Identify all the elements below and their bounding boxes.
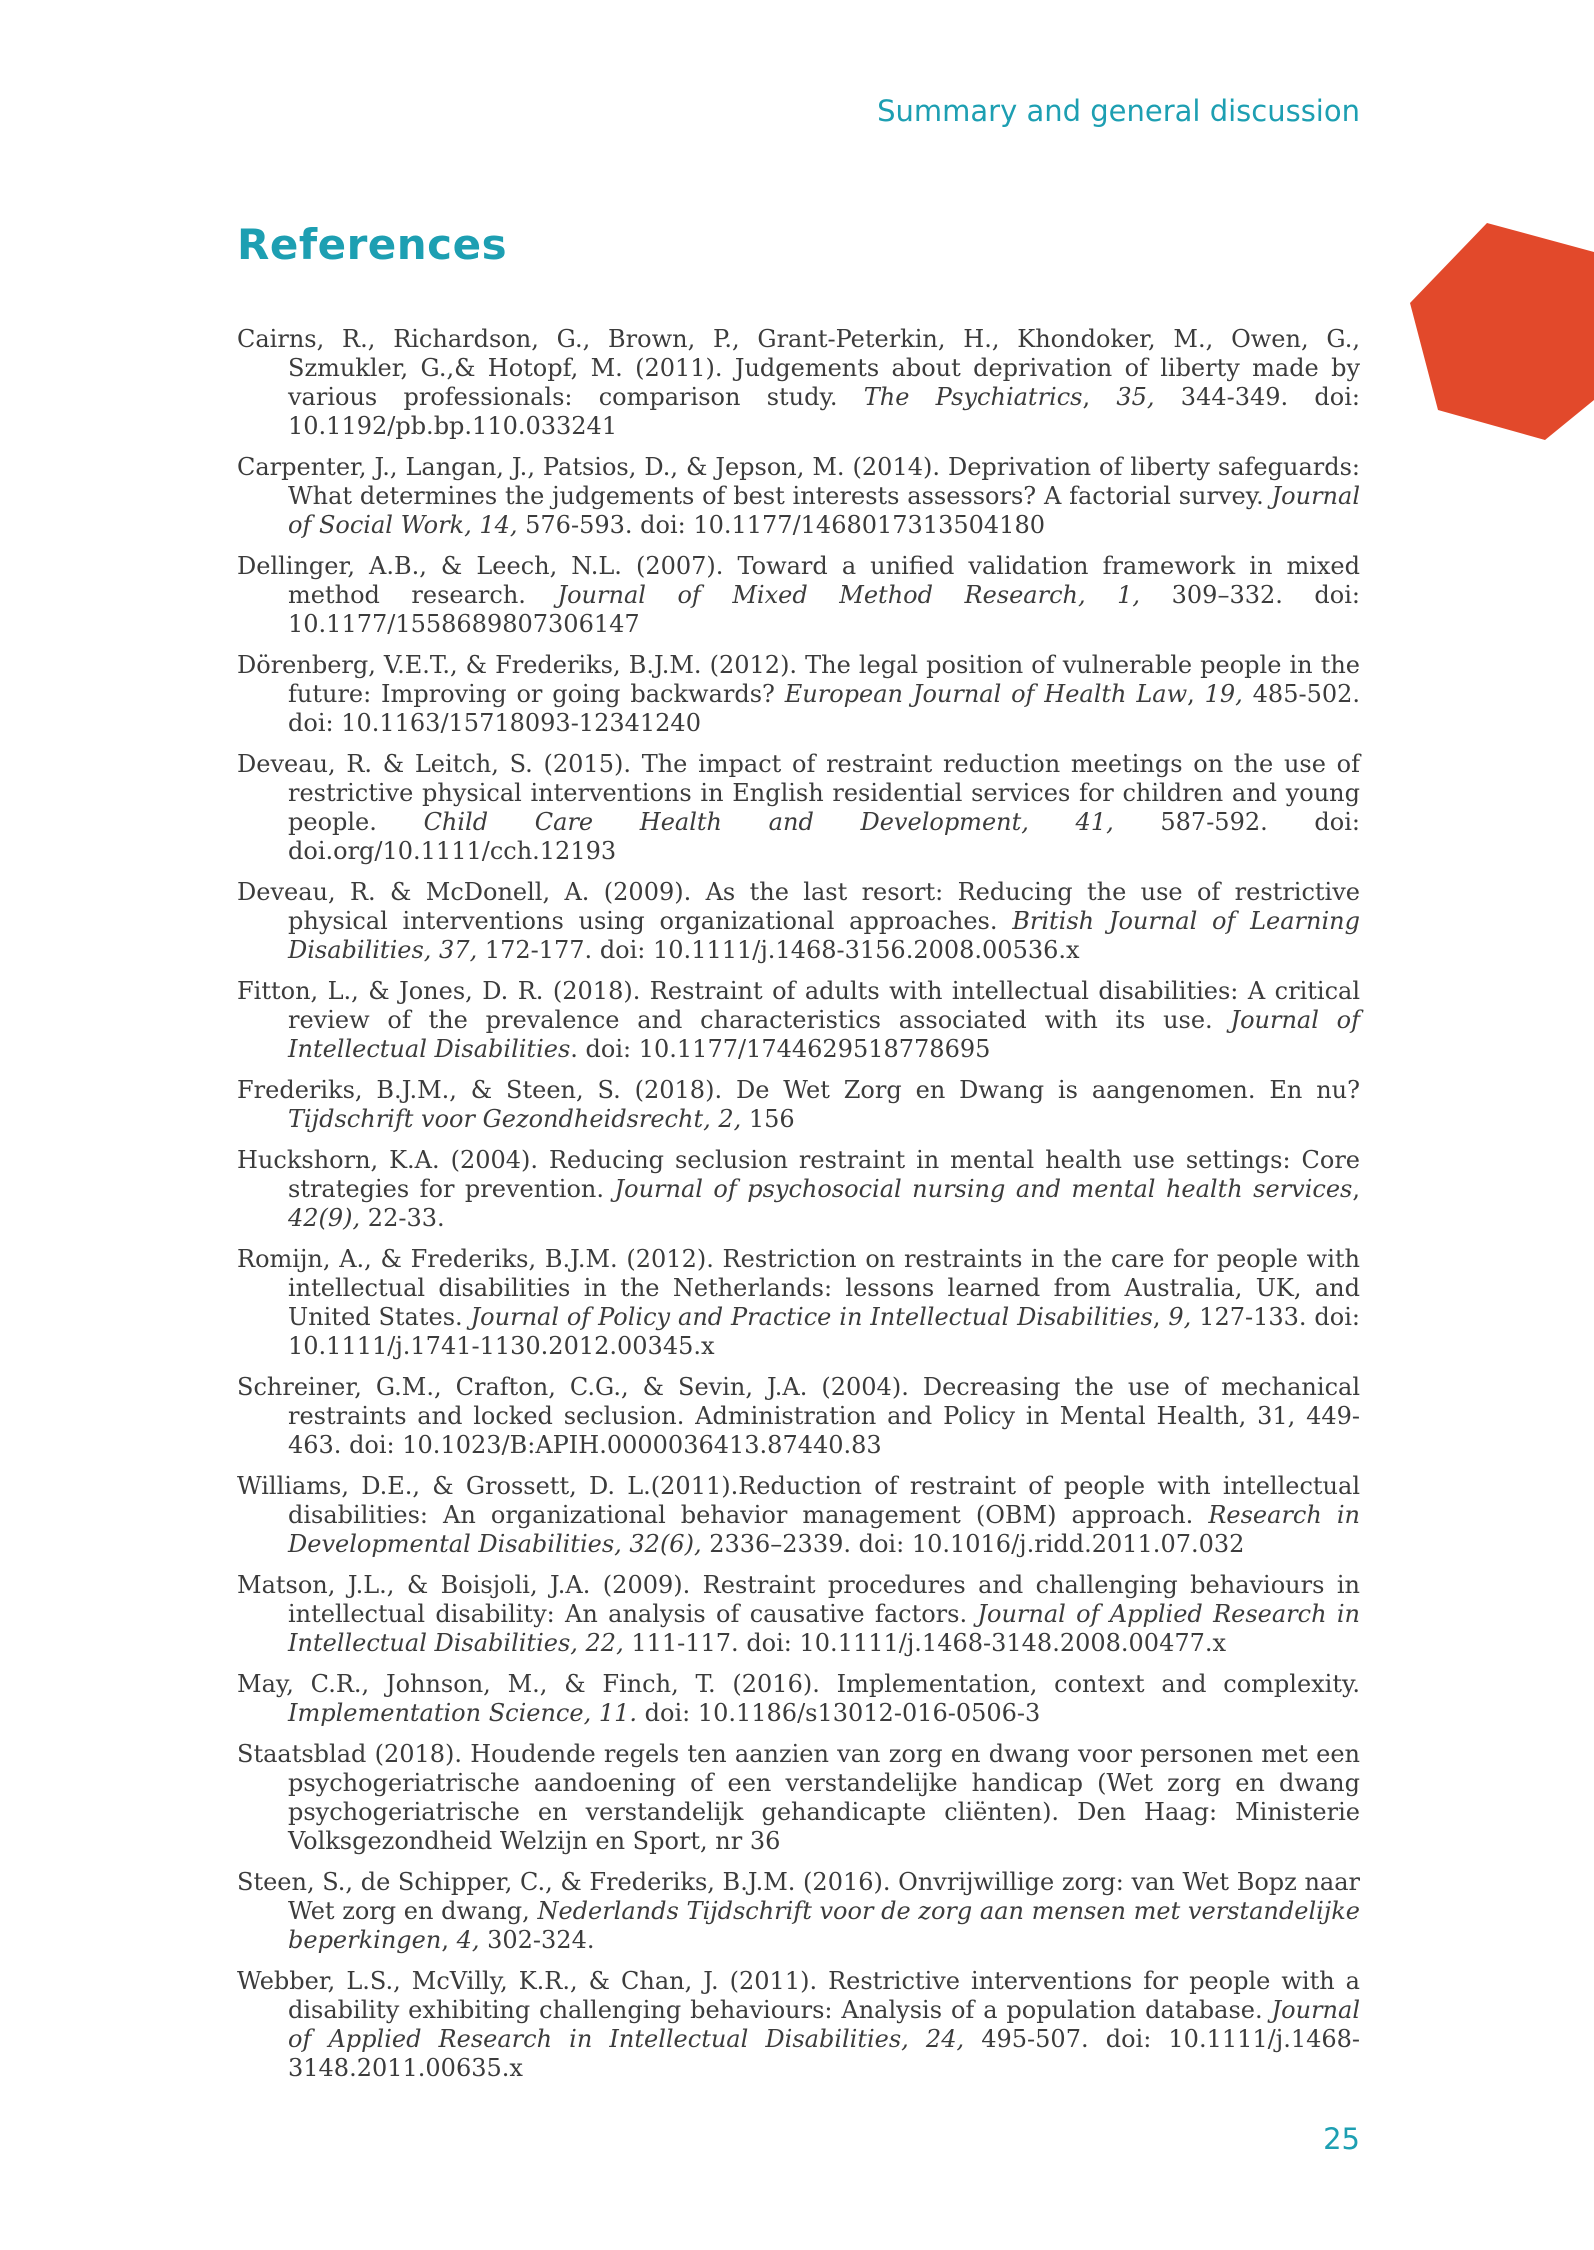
reference-entry bbox=[237, 1670, 1360, 1728]
reference-text-segment: Research in Developmental Disabilities, 32(6), bbox=[288, 1501, 1360, 1558]
reference-entry bbox=[237, 1373, 1360, 1460]
reference-text-segment: Deveau, R. & Leitch, S. (2015). The impact of restraint reduction meetings on the use of restrictive physical interventions in English residential services for children and young people. bbox=[237, 750, 1360, 836]
reference-entry bbox=[237, 552, 1360, 639]
reference-text-segment: Carpenter, J., Langan, J., Patsios, D., & Jepson, M. (2014). Deprivation of liberty safeguards: What determines the judgements of best interests assessors? A factorial survey. bbox=[237, 453, 1360, 510]
reference-text-segment: Steen, S., de Schipper, C., & Frederiks, B.J.M. (2016). Onvrijwillige zorg: van Wet Bopz naar Wet zorg en dwang, bbox=[237, 1868, 1360, 1925]
reference-text-segment: Dellinger, A.B., & Leech, N.L. (2007). Toward a unified validation framework in mixed method research. bbox=[237, 552, 1360, 609]
hexagon-shape bbox=[1410, 223, 1594, 440]
reference-entry bbox=[237, 651, 1360, 738]
running-header: Summary and general discussion bbox=[877, 94, 1360, 128]
reference-entry bbox=[237, 1571, 1360, 1658]
reference-text-segment: Matson, J.L., & Boisjoli, J.A. (2009). Restraint procedures and challenging behaviours in intellectual disability: An analysis of causative factors. bbox=[237, 1571, 1360, 1628]
page-number: 25 bbox=[1323, 2122, 1360, 2156]
reference-text-segment: Romijn, A., & Frederiks, B.J.M. (2012). Restriction on restraints in the care for people with intellectual disabilities in the Netherlands: lessons learned from Australia, UK, and United States. bbox=[237, 1245, 1360, 1331]
reference-text-segment: 309–332. doi: 10.1177/1558689807306147 bbox=[288, 581, 1361, 638]
reference-text-segment: The Psychiatrics bbox=[863, 383, 1083, 411]
reference-entry bbox=[237, 1967, 1360, 2083]
reference-text-segment: , bbox=[1082, 383, 1117, 411]
reference-text-segment: European Journal of Health Law bbox=[784, 680, 1188, 708]
reference-text-segment: 4, bbox=[456, 1926, 480, 1954]
reference-text-segment: Webber, L.S., McVilly, K.R., & Chan, J. (2011). Restrictive interventions for people with a disability exhibiting challenging behaviours: Analysis of a population database. bbox=[237, 1967, 1360, 2024]
reference-text-segment: Fitton, L., & Jones, D. R. (2018). Restraint of adults with intellectual disabilities: A critical review of the prevalence and characteristics associated with its use. bbox=[237, 977, 1360, 1034]
reference-text-segment: 35, bbox=[1116, 383, 1155, 411]
reference-text-segment: 576-593. doi: 10.1177/1468017313504180 bbox=[517, 511, 1045, 539]
reference-text-segment: , bbox=[1187, 680, 1205, 708]
orange-hexagon-decoration bbox=[1400, 210, 1594, 450]
reference-text-segment: 172-177. doi: 10.1111/j.1468-3156.2008.00536.x bbox=[477, 936, 1080, 964]
reference-text-segment: Frederiks, B.J.M., & Steen, S. (2018). De Wet Zorg en Dwang is aangenomen. En nu? bbox=[237, 1076, 1360, 1104]
reference-text-segment: Journal of Policy and Practice in Intellectual Disabilities bbox=[470, 1303, 1153, 1331]
reference-text-segment: British Journal of Learning Disabilities, 37, bbox=[288, 907, 1360, 964]
reference-text-segment: Nederlands Tijdschrift voor de zorg aan mensen met verstandelijke beperkingen bbox=[288, 1897, 1360, 1954]
references-heading: References bbox=[237, 220, 508, 269]
reference-text-segment: 22-33. bbox=[360, 1204, 445, 1232]
reference-text-segment: 2336–2339. doi: 10.1016/j.ridd.2011.07.032 bbox=[701, 1530, 1245, 1558]
reference-entry bbox=[237, 453, 1360, 540]
reference-text-segment: Journal of psychosocial nursing and mental health services bbox=[614, 1175, 1353, 1203]
reference-entry bbox=[237, 1740, 1360, 1856]
reference-text-segment: Journal of Intellectual Disabilities bbox=[288, 1006, 1360, 1063]
reference-text-segment: Cairns, R., Richardson, G., Brown, P., Grant-Peterkin, H., Khondoker, M., Owen, G., Szmukler, G.,& Hotopf, M. (2011). Judgements about deprivation of liberty made by various professionals: comparison study. bbox=[237, 325, 1360, 411]
reference-text-segment: Journal of Mixed Method Research, 1, bbox=[557, 581, 1141, 609]
reference-text-segment: 9, bbox=[1168, 1303, 1192, 1331]
reference-text-segment: 156 bbox=[741, 1105, 795, 1133]
reference-entry bbox=[237, 1472, 1360, 1559]
reference-text-segment: Schreiner, G.M., Crafton, C.G., & Sevin, J.A. (2004). Decreasing the use of mechanical restraints and locked seclusion. Administration and Policy in Mental Health, 31, 449-463. doi: 10.1023/B:APIH.0000036413.87440.83 bbox=[237, 1373, 1360, 1459]
reference-entry bbox=[237, 878, 1360, 965]
reference-text-segment: 587-592. doi: doi.org/10.1111/cch.12193 bbox=[288, 808, 1360, 865]
reference-text-segment: 19, bbox=[1204, 680, 1243, 708]
reference-text-segment: Journal of Applied Research in Intellectual Disabilities, 22, bbox=[288, 1600, 1360, 1657]
reference-text-segment: doi: 10.1186/s13012-016-0506-3 bbox=[637, 1699, 1041, 1727]
reference-entry bbox=[237, 325, 1360, 441]
reference-entry bbox=[237, 750, 1360, 866]
reference-text-segment: 485-502. doi: 10.1163/15718093-12341240 bbox=[288, 680, 1361, 737]
reference-text-segment: Journal of Social Work, 14, bbox=[288, 482, 1360, 539]
reference-entry bbox=[237, 1245, 1360, 1361]
reference-entry bbox=[237, 1146, 1360, 1233]
references-list bbox=[237, 325, 1360, 2095]
reference-text-segment: Implementation Science, 11. bbox=[288, 1699, 637, 1727]
reference-text-segment: Dörenberg, V.E.T., & Frederiks, B.J.M. (2012). The legal position of vulnerable people in the future: Improving or going backwards? bbox=[237, 651, 1360, 708]
reference-text-segment: Journal of Applied Research in Intellectual Disabilities, 24, bbox=[288, 1996, 1360, 2053]
reference-text-segment: , bbox=[1352, 1175, 1361, 1203]
reference-text-segment: 111-117. doi: 10.1111/j.1468-3148.2008.00477.x bbox=[623, 1629, 1227, 1657]
reference-text-segment: . doi: 10.1177/1744629518778695 bbox=[570, 1035, 991, 1063]
reference-text-segment: Huckshorn, K.A. (2004). Reducing seclusion restraint in mental health use settings: Core strategies for prevention. bbox=[237, 1146, 1360, 1203]
reference-entry bbox=[237, 977, 1360, 1064]
reference-text-segment: Tijdschrift voor Gezondheidsrecht, 2, bbox=[288, 1105, 742, 1133]
reference-text-segment: 344-349. doi: 10.1192/pb.bp.110.033241 bbox=[288, 383, 1360, 440]
reference-entry bbox=[237, 1076, 1360, 1134]
reference-entry bbox=[237, 1868, 1360, 1955]
reference-text-segment: Deveau, R. & McDonell, A. (2009). As the last resort: Reducing the use of restrictive physical interventions using organizational approaches. bbox=[237, 878, 1360, 935]
reference-text-segment: 42(9), bbox=[288, 1204, 361, 1232]
reference-text-segment: , bbox=[441, 1926, 457, 1954]
reference-text-segment: 127-133. doi: 10.1111/j.1741-1130.2012.00345.x bbox=[288, 1303, 1361, 1360]
reference-text-segment: 302-324. bbox=[479, 1926, 595, 1954]
reference-text-segment: Williams, D.E., & Grossett, D. L.(2011).Reduction of restraint of people with intellectual disabilities: An organizational behavior management (OBM) approach. bbox=[237, 1472, 1360, 1529]
reference-text-segment: , bbox=[1152, 1303, 1169, 1331]
reference-text-segment: May, C.R., Johnson, M., & Finch, T. (2016). Implementation, context and complexity. bbox=[237, 1670, 1360, 1698]
reference-text-segment: 495-507. doi: 10.1111/j.1468-3148.2011.00635.x bbox=[288, 2025, 1361, 2082]
reference-text-segment: Staatsblad (2018). Houdende regels ten aanzien van zorg en dwang voor personen met een psychogeriatrische aandoening of een verstandelijke handicap (Wet zorg en dwang psychogeriatrische en verstandelijk gehandicapte cliënten). Den Haag: Ministerie Volksgezondheid Welzijn en Sport, nr 36 bbox=[237, 1740, 1360, 1855]
reference-text-segment: Child Care Health and Development, 41, bbox=[423, 808, 1114, 836]
